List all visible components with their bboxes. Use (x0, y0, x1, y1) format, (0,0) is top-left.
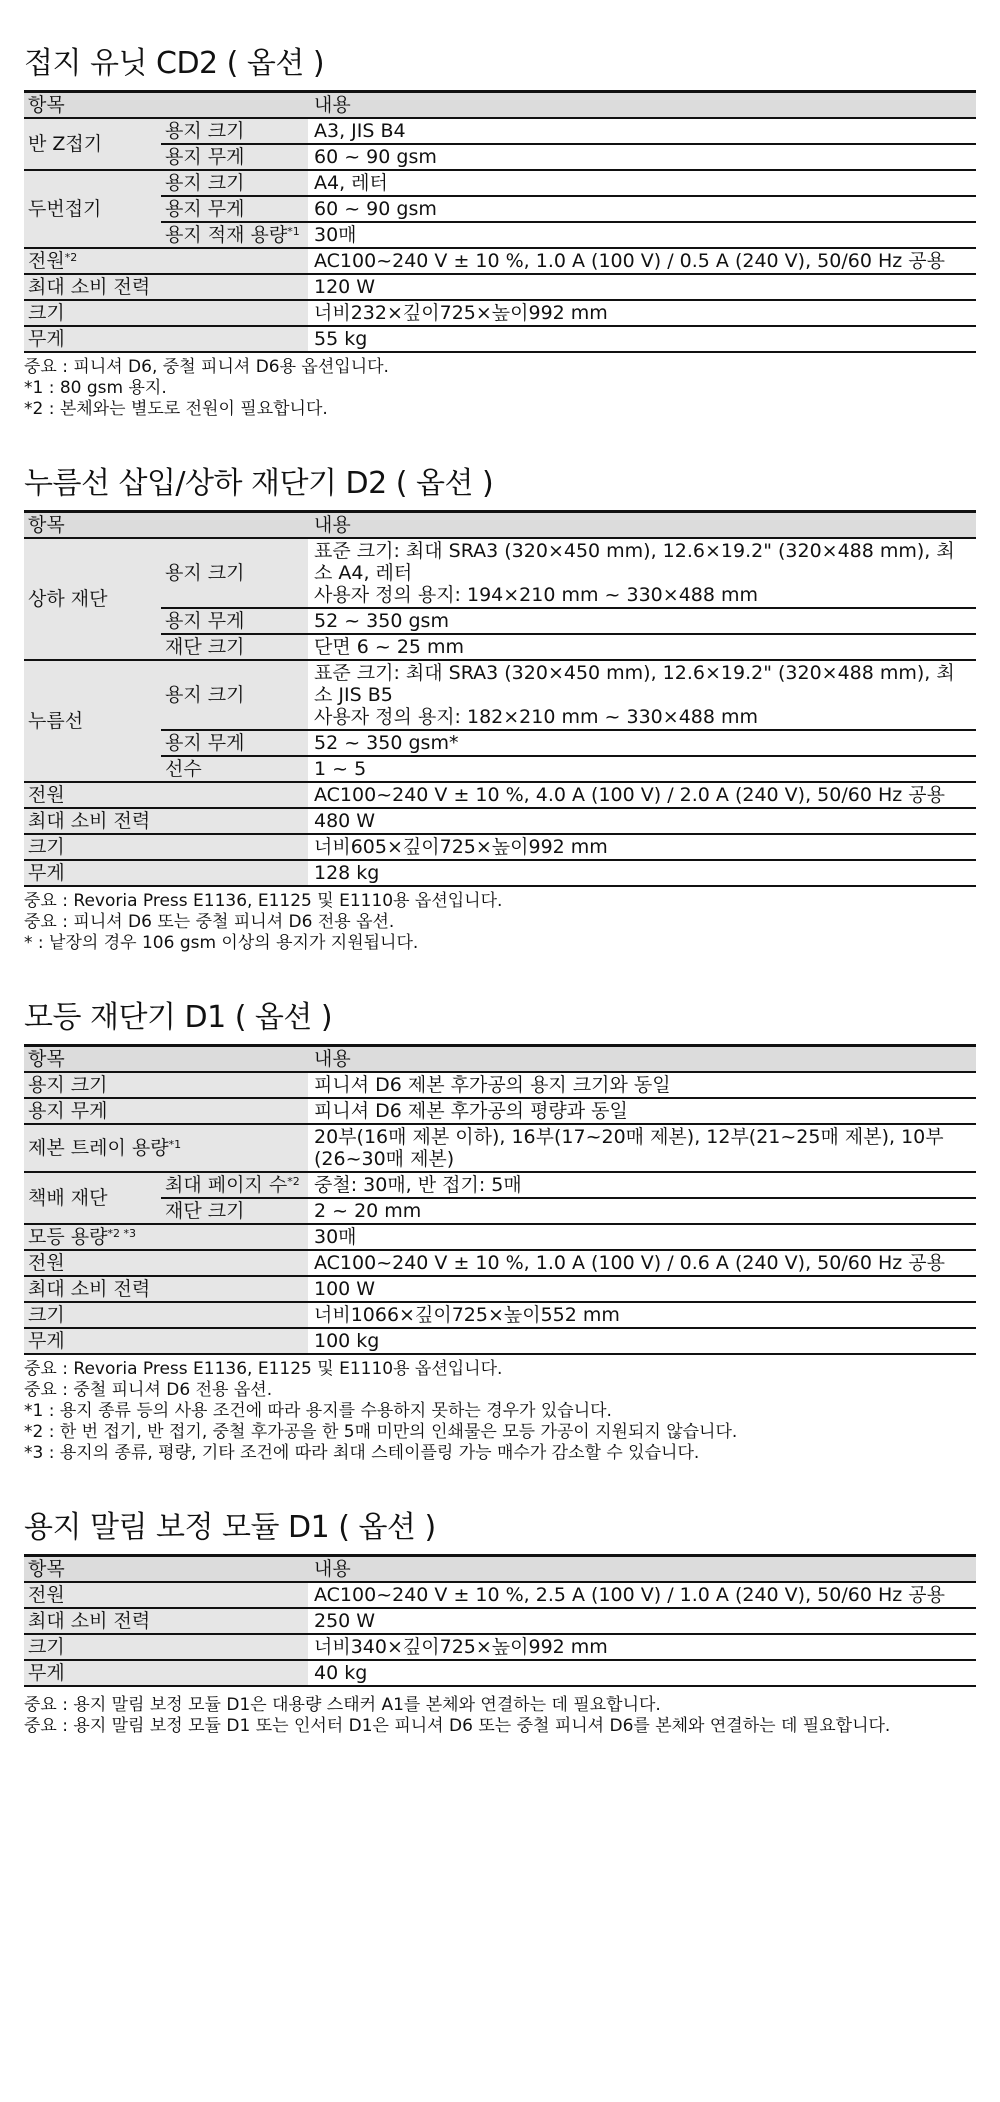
row-value: A4, 레터 (308, 170, 976, 196)
header-content: 내용 (308, 1046, 976, 1073)
row-value: 1 ~ 5 (308, 756, 976, 782)
row-label: 선수 (161, 756, 308, 782)
note-line: *2 : 한 번 접기, 반 접기, 중철 후가공을 한 5매 미만의 인쇄물은 모등 가공이 지원되지 않습니다. (24, 1422, 738, 1442)
header-item: 항목 (24, 1556, 308, 1583)
section-creaser-trimmer (24, 464, 976, 954)
spec-table (24, 1044, 976, 1355)
spec-page (24, 44, 976, 1737)
row-label: 크기 (24, 834, 308, 860)
section-title: 용지 말림 보정 모듈 D1 ( 옵션 ) (24, 1510, 436, 1545)
row-label: 전원 (24, 1582, 308, 1608)
row-value: 너비605×깊이725×높이992 mm (308, 834, 976, 860)
table-row (24, 808, 976, 834)
notes (24, 1359, 976, 1464)
table-row (24, 756, 976, 782)
row-label: 용지 무게 (161, 144, 308, 170)
row-label: 전원$^{*2}$ (24, 248, 308, 274)
row-group-label: 책배 재단 (24, 1172, 161, 1224)
table-row (24, 1302, 976, 1328)
row-label: 무게 (24, 1328, 308, 1354)
spec-table (24, 1554, 976, 1687)
row-label: 전원 (24, 1250, 308, 1276)
section-title: 접지 유닛 CD2 ( 옵션 ) (24, 46, 325, 81)
row-label: 재단 크기 (161, 634, 308, 660)
row-label: 최대 소비 전력 (24, 1608, 308, 1634)
row-group-label: 상하 재단 (24, 538, 161, 660)
note-line: 중요 : 피니셔 D6 또는 중철 피니셔 D6 전용 옵션. (24, 912, 395, 932)
table-row (24, 326, 976, 352)
table-row (24, 222, 976, 248)
table-row (24, 1072, 976, 1098)
row-value: 52 ~ 350 gsm (308, 608, 976, 634)
row-label: 용지 적재 용량$^{*1}$ (161, 222, 308, 248)
row-label: 크기 (24, 1634, 308, 1660)
notes (24, 357, 976, 420)
footnote-mark: *1 (168, 1138, 182, 1151)
footnote-mark: *2 (287, 1175, 300, 1188)
row-value: 40 kg (308, 1660, 976, 1686)
table-row (24, 1660, 976, 1686)
table-row (24, 730, 976, 756)
note-line: 중요 : 중철 피니셔 D6 전용 옵션. (24, 1380, 273, 1400)
row-label: 용지 무게 (161, 608, 308, 634)
row-value: 60 ~ 90 gsm (308, 144, 976, 170)
notes (24, 1695, 976, 1737)
note-line: *1 : 80 gsm 용지. (24, 378, 167, 398)
row-label: 무게 (24, 326, 308, 352)
row-value: 너비340×깊이725×높이992 mm (308, 1634, 976, 1660)
table-row (24, 860, 976, 886)
row-label: 최대 소비 전력 (24, 1276, 308, 1302)
note-line: *3 : 용지의 종류, 평량, 기타 조건에 따라 최대 스테이플링 가능 매수가 감소할 수 있습니다. (24, 1443, 700, 1463)
row-value: 표준 크기: 최대 SRA3 (320×450 mm), 12.6×19.2" (320×488 mm), 최소 A4, 레터 사용자 정의 용지: 194×210 mm ~ 330×488 mm (308, 538, 976, 608)
row-label: 최대 페이지 수$^{*2}$ (161, 1172, 308, 1198)
row-value: 100 W (308, 1276, 976, 1302)
note-line: 중요 : 용지 말림 보정 모듈 D1 또는 인서터 D1은 피니셔 D6 또는 중철 피니셔 D6를 본체와 연결하는 데 필요합니다. (24, 1716, 891, 1736)
row-label: 전원 (24, 782, 308, 808)
header-item: 항목 (24, 92, 308, 119)
table-row (24, 538, 976, 608)
row-value: 30매 (308, 222, 976, 248)
table-row (24, 782, 976, 808)
table-header-row (24, 1046, 976, 1073)
note-line: * : 낱장의 경우 106 gsm 이상의 용지가 지원됩니다. (24, 933, 419, 953)
table-row (24, 1328, 976, 1354)
note-line: *2 : 본체와는 별도로 전원이 필요합니다. (24, 399, 328, 419)
row-value: 표준 크기: 최대 SRA3 (320×450 mm), 12.6×19.2" (320×488 mm), 최소 JIS B5 사용자 정의 용지: 182×210 mm ~ 330×488 mm (308, 660, 976, 730)
row-value: 52 ~ 350 gsm* (308, 730, 976, 756)
table-row (24, 196, 976, 222)
header-item: 항목 (24, 1046, 308, 1073)
row-value: AC100~240 V ± 10 %, 2.5 A (100 V) / 1.0 A (240 V), 50/60 Hz 공용 (308, 1582, 976, 1608)
row-value: 60 ~ 90 gsm (308, 196, 976, 222)
footnote-mark: *2 (64, 251, 78, 264)
row-value: A3, JIS B4 (308, 118, 976, 144)
table-row (24, 1582, 976, 1608)
row-label: 제본 트레이 용량$^{*1}$ (24, 1124, 308, 1172)
row-value: 피니셔 D6 제본 후가공의 용지 크기와 동일 (308, 1072, 976, 1098)
row-value: AC100~240 V ± 10 %, 4.0 A (100 V) / 2.0 A (240 V), 50/60 Hz 공용 (308, 782, 976, 808)
row-label: 무게 (24, 860, 308, 886)
footnote-mark: *1 (287, 225, 300, 238)
table-row (24, 834, 976, 860)
note-line: 중요 : Revoria Press E1136, E1125 및 E1110용 옵션입니다. (24, 891, 503, 911)
table-row (24, 274, 976, 300)
row-value: 100 kg (308, 1328, 976, 1354)
table-row (24, 144, 976, 170)
row-label: 용지 크기 (24, 1072, 308, 1098)
notes (24, 891, 976, 954)
row-value: AC100~240 V ± 10 %, 1.0 A (100 V) / 0.5 A (240 V), 50/60 Hz 공용 (308, 248, 976, 274)
row-label: 용지 무게 (161, 196, 308, 222)
note-line: *1 : 용지 종류 등의 사용 조건에 따라 용지를 수용하지 못하는 경우가 있습니다. (24, 1401, 612, 1421)
row-group-label: 반 Z접기 (24, 118, 161, 170)
header-item: 항목 (24, 512, 308, 539)
row-value: 55 kg (308, 326, 976, 352)
section-title: 누름선 삽입/상하 재단기 D2 ( 옵션 ) (24, 466, 494, 501)
row-value: 250 W (308, 1608, 976, 1634)
row-label: 최대 소비 전력 (24, 274, 308, 300)
row-label: 용지 무게 (24, 1098, 308, 1124)
row-label: 무게 (24, 1660, 308, 1686)
row-label: 용지 크기 (161, 170, 308, 196)
note-line: 중요 : Revoria Press E1136, E1125 및 E1110용 옵션입니다. (24, 1359, 503, 1379)
table-header-row (24, 512, 976, 539)
row-group-label: 누름선 (24, 660, 161, 782)
row-label: 재단 크기 (161, 1198, 308, 1224)
row-value: 2 ~ 20 mm (308, 1198, 976, 1224)
table-row (24, 608, 976, 634)
table-row (24, 1198, 976, 1224)
row-value: 너비1066×깊이725×높이552 mm (308, 1302, 976, 1328)
note-line: 중요 : 피니셔 D6, 중철 피니셔 D6용 옵션입니다. (24, 357, 389, 377)
row-value: 20부(16매 제본 이하), 16부(17~20매 제본), 12부(21~25매 제본), 10부(26~30매 제본) (308, 1124, 976, 1172)
table-row (24, 118, 976, 144)
table-row (24, 1224, 976, 1250)
row-label: 용지 크기 (161, 118, 308, 144)
table-row (24, 300, 976, 326)
row-group-label: 두번접기 (24, 170, 161, 248)
table-row (24, 1098, 976, 1124)
section-square-fold-trimmer (24, 998, 976, 1464)
table-row (24, 1608, 976, 1634)
row-label: 모등 용량$^{*2 *3}$ (24, 1224, 308, 1250)
row-label: 최대 소비 전력 (24, 808, 308, 834)
row-value: 피니셔 D6 제본 후가공의 평량과 동일 (308, 1098, 976, 1124)
table-row (24, 660, 976, 730)
header-content: 내용 (308, 1556, 976, 1583)
footnote-mark: *2 *3 (107, 1227, 136, 1240)
row-value: AC100~240 V ± 10 %, 1.0 A (100 V) / 0.6 A (240 V), 50/60 Hz 공용 (308, 1250, 976, 1276)
table-header-row (24, 1556, 976, 1583)
row-value: 120 W (308, 274, 976, 300)
table-row (24, 1276, 976, 1302)
header-content: 내용 (308, 512, 976, 539)
row-label: 용지 크기 (161, 538, 308, 608)
section-folding-unit (24, 44, 976, 420)
row-label: 용지 무게 (161, 730, 308, 756)
spec-table (24, 510, 976, 887)
table-row (24, 1124, 976, 1172)
table-row (24, 1634, 976, 1660)
table-header-row (24, 92, 976, 119)
row-value: 단면 6 ~ 25 mm (308, 634, 976, 660)
row-label: 용지 크기 (161, 660, 308, 730)
row-label: 크기 (24, 1302, 308, 1328)
row-value: 480 W (308, 808, 976, 834)
section-title: 모등 재단기 D1 ( 옵션 ) (24, 1000, 333, 1035)
table-row (24, 248, 976, 274)
row-value: 30매 (308, 1224, 976, 1250)
spec-table (24, 90, 976, 353)
row-value: 중철: 30매, 반 접기: 5매 (308, 1172, 976, 1198)
section-decurler-module (24, 1508, 976, 1737)
table-row (24, 1250, 976, 1276)
table-row (24, 1172, 976, 1198)
table-row (24, 170, 976, 196)
row-value: 너비232×깊이725×높이992 mm (308, 300, 976, 326)
header-content: 내용 (308, 92, 976, 119)
row-value: 128 kg (308, 860, 976, 886)
note-line: 중요 : 용지 말림 보정 모듈 D1은 대용량 스태커 A1를 본체와 연결하는 데 필요합니다. (24, 1695, 661, 1715)
table-row (24, 634, 976, 660)
row-label: 크기 (24, 300, 308, 326)
